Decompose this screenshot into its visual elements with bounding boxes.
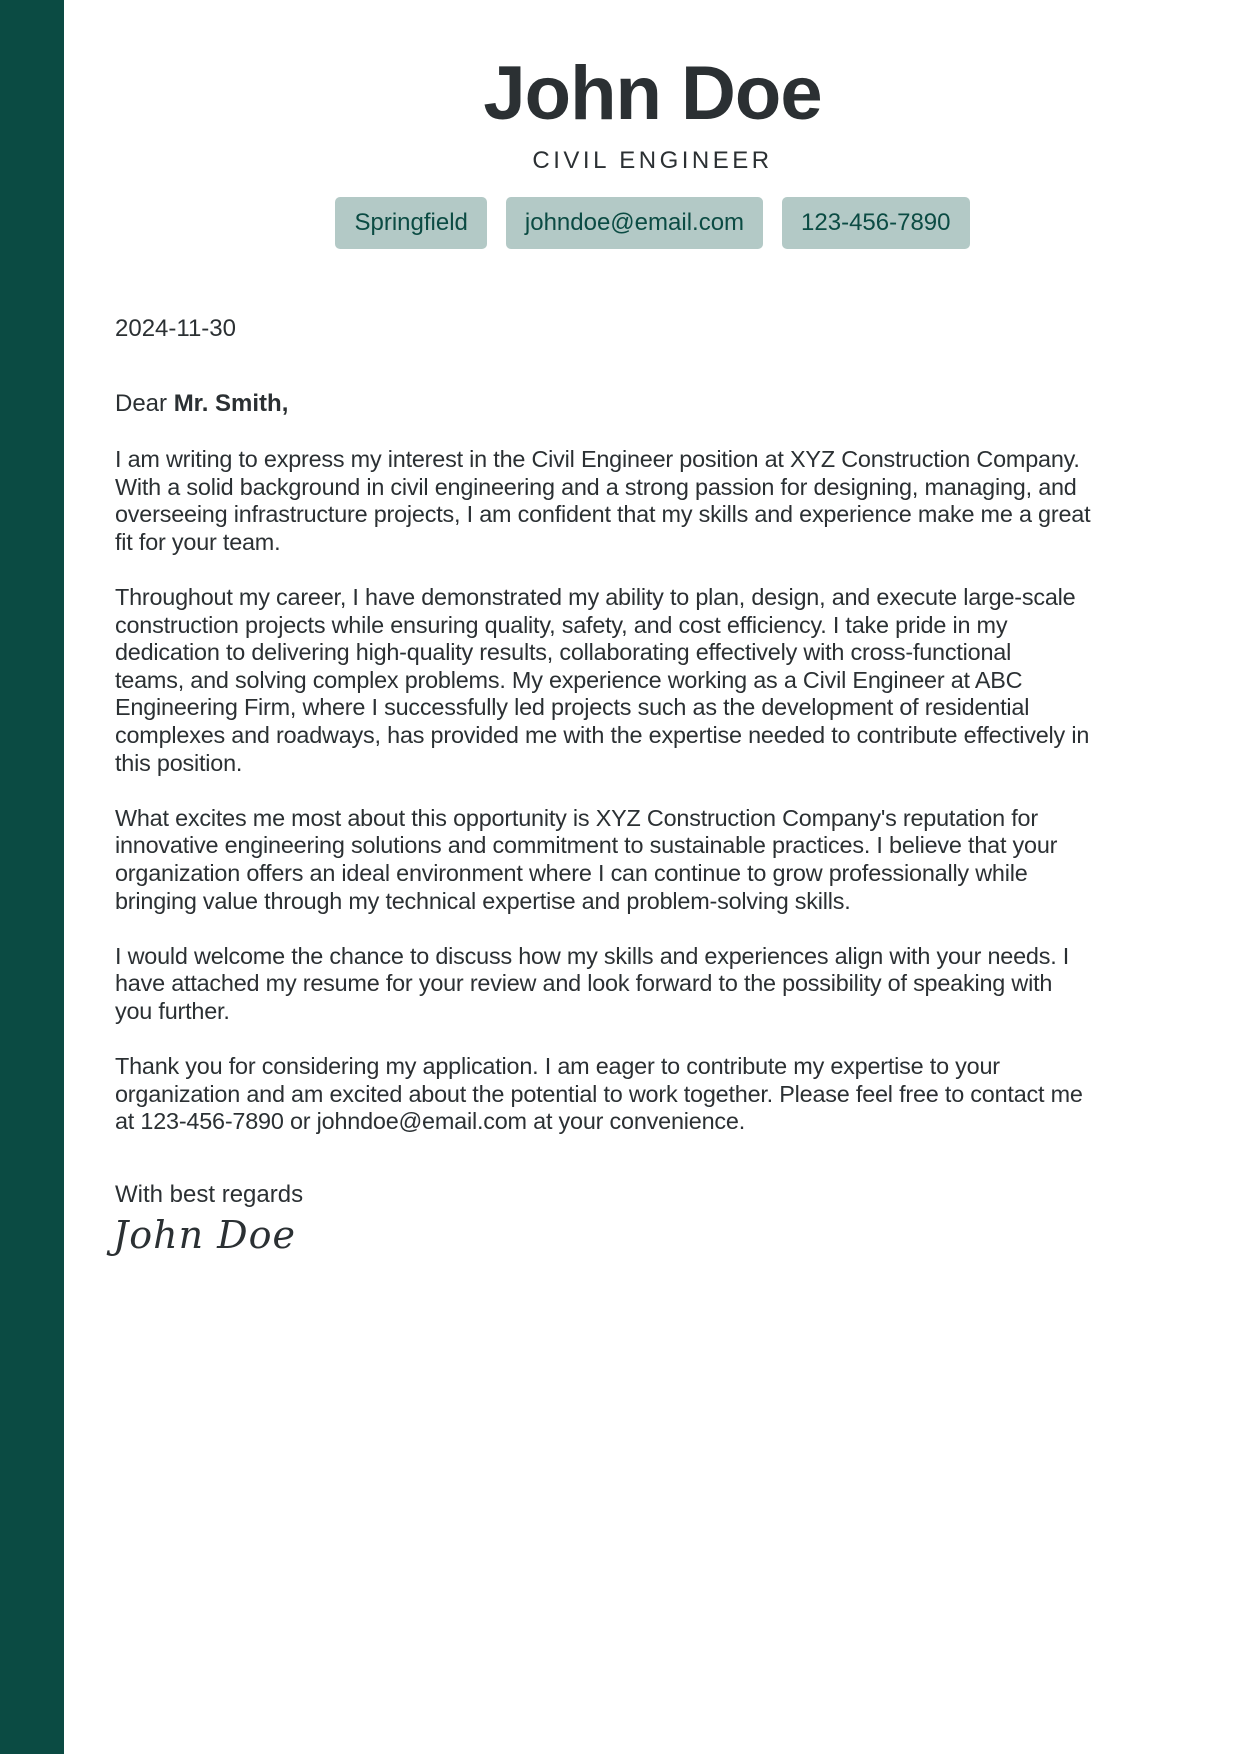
text-line: Throughout my career, I have demonstrated my ability to plan, design, and execute large-scale: [115, 583, 1076, 610]
text-line: organization and am excited about the potential to work together. Please feel free to contact me: [115, 1080, 1083, 1107]
paragraph-intro: [115, 446, 1195, 556]
text-line: I would welcome the chance to discuss how my skills and experiences align with your needs. I: [115, 942, 1070, 969]
text-line: Engineering Firm, where I successfully led projects such as the development of residential: [115, 694, 1030, 721]
letter-body: [115, 446, 1195, 1163]
text-line: Thank you for considering my application. I am eager to contribute my expertise to your: [115, 1053, 1000, 1080]
phone-chip[interactable]: 123-456-7890: [782, 197, 969, 249]
text-line: I am writing to express my interest in the Civil Engineer position at XYZ Construction Company.: [115, 446, 1080, 472]
letter-date: 2024-11-30: [115, 315, 236, 342]
text-line: at 123-456-7890 or johndoe@email.com at your convenience.: [115, 1108, 745, 1135]
paragraph-experience: [115, 584, 1195, 777]
applicant-title: CIVIL ENGINEER: [532, 147, 773, 174]
paragraph-thanks: [115, 1053, 1195, 1136]
signature: John Doe: [113, 1213, 296, 1257]
text-line: you further.: [115, 997, 230, 1024]
sidebar-accent-bar: [0, 0, 64, 1754]
text-line: fit for your team.: [115, 528, 281, 555]
text-line: dedication to delivering high-quality results, collaborating effectively with cross-functional: [115, 639, 1012, 666]
text-line: complexes and roadways, has provided me with the expertise needed to contribute effectively in: [115, 721, 1090, 748]
text-line: teams, and solving complex problems. My experience working as a Civil Engineer at ABC: [115, 666, 1023, 693]
applicant-name: John Doe: [483, 51, 822, 136]
text-line: have attached my resume for your review and look forward to the possibility of speaking with: [115, 970, 1053, 997]
text-line: With a solid background in civil engineering and a strong passion for designing, managing, and: [115, 473, 1077, 500]
text-line: What excites me most about this opportunity is XYZ Construction Company's reputation for: [115, 804, 1038, 831]
contact-chips: [64, 197, 1241, 249]
paragraph-interview-request: [115, 943, 1195, 1026]
email-chip[interactable]: johndoe@email.com: [506, 197, 763, 249]
text-line: overseeing infrastructure projects, I am confident that my skills and experience make me a great: [115, 501, 1091, 528]
text-line: organization offers an ideal environment where I can continue to grow professionally while: [115, 859, 1028, 886]
location-chip: Springfield: [335, 197, 486, 249]
recipient-name: Mr. Smith,: [173, 390, 289, 417]
salutation: [115, 389, 288, 419]
paragraph-motivation: [115, 805, 1195, 915]
text-line: construction projects while ensuring quality, safety, and cost efficiency. I take pride in my: [115, 611, 1008, 638]
salutation-prefix: Dear: [115, 390, 174, 417]
text-line: innovative engineering solutions and commitment to sustainable practices. I believe that your: [115, 832, 1058, 859]
text-line: this position.: [115, 749, 243, 776]
text-line: bringing value through my technical expertise and problem-solving skills.: [115, 887, 851, 914]
closing-phrase: With best regards: [115, 1181, 304, 1208]
